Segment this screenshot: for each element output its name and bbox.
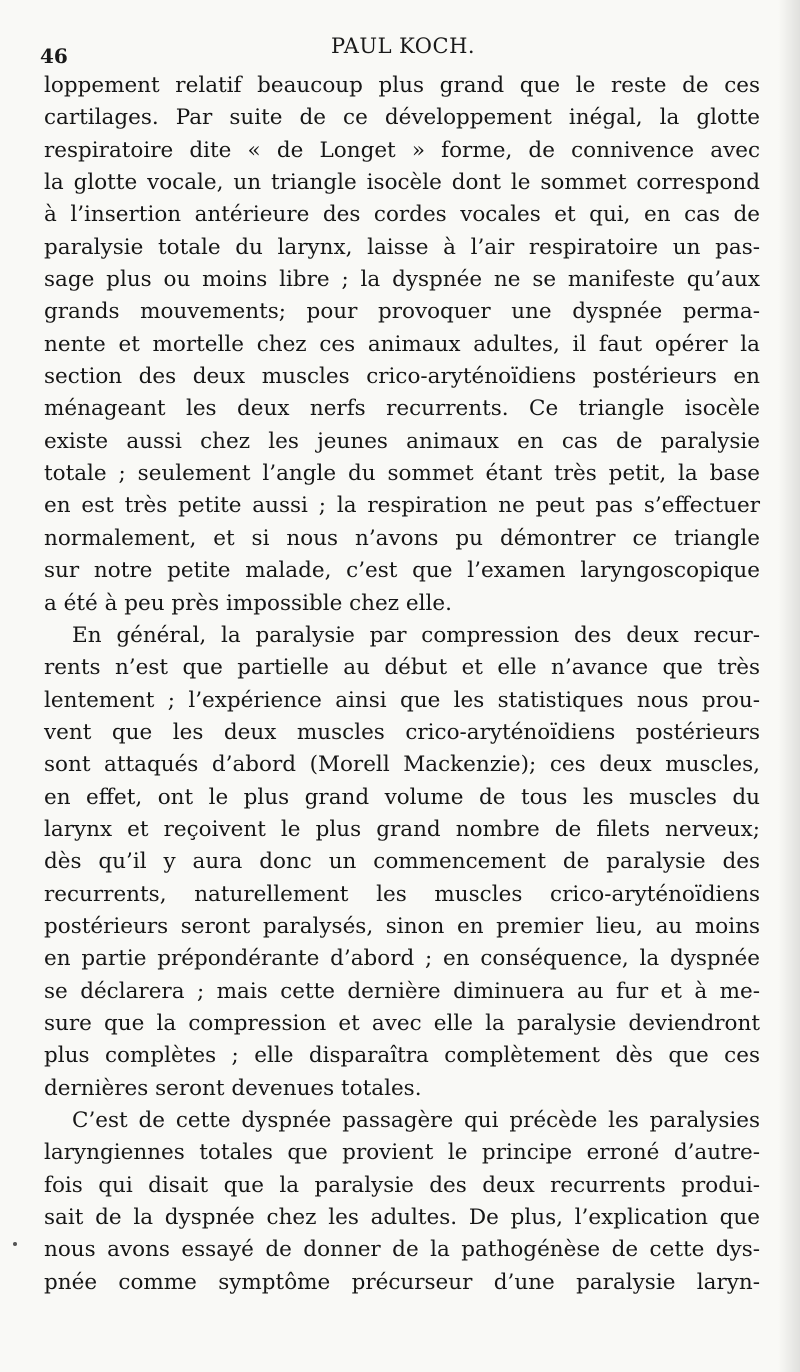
text-line: loppement relatif beaucoup plus grand que le reste de ces bbox=[44, 73, 760, 98]
text-line: la glotte vocale, un triangle isocèle dont le sommet correspond bbox=[44, 170, 760, 196]
text-line: en est très petite aussi ; la respiration ne peut pas s’effectuer bbox=[44, 493, 760, 519]
margin-mark bbox=[13, 1242, 17, 1246]
page-header bbox=[40, 30, 760, 68]
text-line: sure que la compression et avec elle la paralysie deviendront bbox=[44, 1010, 760, 1036]
text-line: dès qu’il y aura donc un commencement de paralysie des bbox=[44, 849, 760, 875]
text-line: paralysie totale du larynx, laisse à l’air respiratoire un pas- bbox=[44, 234, 760, 260]
text-line: sur notre petite malade, c’est que l’examen laryngoscopique bbox=[44, 558, 760, 584]
page-number: 46 bbox=[40, 44, 68, 68]
text-line: larynx et reçoivent le plus grand nombre de filets nerveux; bbox=[44, 816, 760, 842]
text-line: normalement, et si nous n’avons pu démontrer ce triangle bbox=[44, 525, 760, 551]
text-line: lentement ; l’expérience ainsi que les statistiques nous prou- bbox=[44, 687, 760, 713]
text-line: cartilages. Par suite de ce développement inégal, la glotte bbox=[44, 105, 760, 131]
text-line: nente et mortelle chez ces animaux adultes, il faut opérer la bbox=[44, 331, 760, 357]
text-line: respiratoire dite « de Longet » forme, de connivence avec bbox=[44, 137, 760, 163]
paragraph-first-line: C’est de cette dyspnée passagère qui précède les paralysies bbox=[72, 1108, 760, 1133]
text-line: totale ; seulement l’angle du sommet étant très petit, la base bbox=[44, 461, 760, 487]
text-line: vent que les deux muscles crico-aryténoïdiens postérieurs bbox=[44, 719, 760, 745]
text-line: recurrents, naturellement les muscles crico-aryténoïdiens bbox=[44, 881, 760, 907]
text-line: sont attaqués d’abord (Morell Mackenzie); ces deux muscles, bbox=[44, 752, 760, 778]
text-line: a été à peu près impossible chez elle. bbox=[44, 590, 452, 616]
text-line: sage plus ou moins libre ; la dyspnée ne se manifeste qu’aux bbox=[44, 267, 760, 293]
text-line: grands mouvements; pour provoquer une dyspnée perma- bbox=[44, 299, 760, 325]
body-text bbox=[44, 70, 760, 1299]
text-line: à l’insertion antérieure des cordes vocales et qui, en cas de bbox=[44, 202, 760, 228]
text-line: nous avons essayé de donner de la pathogénèse de cette dys- bbox=[44, 1237, 760, 1263]
text-line: se déclarera ; mais cette dernière diminuera au fur et à me- bbox=[44, 978, 760, 1004]
running-head: PAUL KOCH. bbox=[331, 34, 476, 58]
page-edge-shadow bbox=[778, 0, 800, 1372]
text-line: dernières seront devenues totales. bbox=[44, 1075, 422, 1101]
text-line: pnée comme symptôme précurseur d’une paralysie laryn- bbox=[44, 1269, 760, 1295]
text-line: laryngiennes totales que provient le principe erroné d’autre- bbox=[44, 1140, 760, 1166]
text-line: sait de la dyspnée chez les adultes. De plus, l’explication que bbox=[44, 1205, 760, 1231]
text-line: fois qui disait que la paralysie des deux recurrents produi- bbox=[44, 1172, 760, 1198]
paragraph-first-line: En général, la paralysie par compression des deux recur- bbox=[72, 622, 760, 648]
text-line: postérieurs seront paralysés, sinon en premier lieu, au moins bbox=[44, 913, 760, 939]
text-line: en effet, ont le plus grand volume de tous les muscles du bbox=[44, 784, 760, 810]
text-line: plus complètes ; elle disparaîtra complètement dès que ces bbox=[44, 1043, 760, 1069]
text-line: ménageant les deux nerfs recurrents. Ce triangle isocèle bbox=[44, 396, 760, 422]
text-line: en partie prépondérante d’abord ; en conséquence, la dyspnée bbox=[44, 946, 760, 972]
text-line: section des deux muscles crico-aryténoïdiens postérieurs en bbox=[44, 364, 760, 390]
text-line: rents n’est que partielle au début et elle n’avance que très bbox=[44, 655, 760, 681]
text-line: existe aussi chez les jeunes animaux en cas de paralysie bbox=[44, 428, 760, 454]
